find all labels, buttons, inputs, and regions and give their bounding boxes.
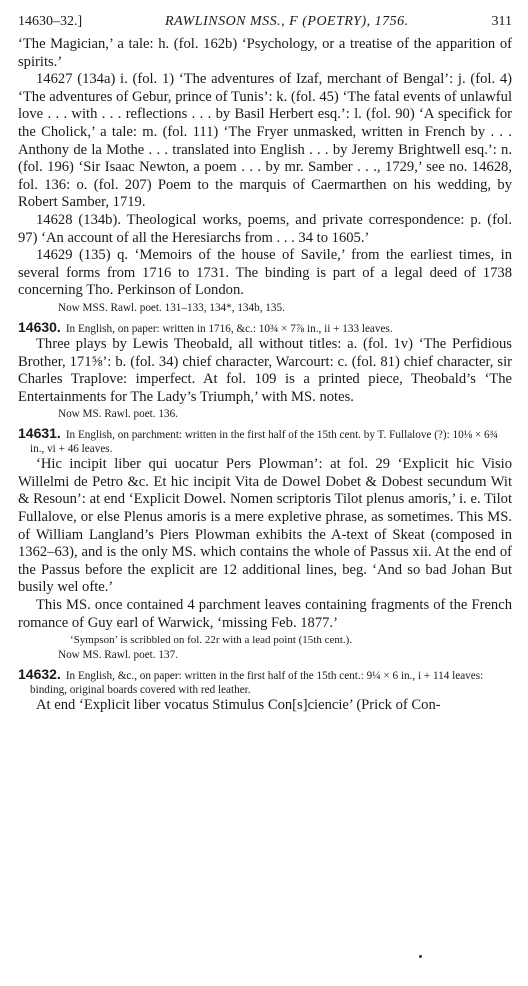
running-header (18, 14, 512, 30)
shelfmark-note: Now MSS. Rawl. poet. 131–133, 134*, 134b, 135. (58, 301, 285, 314)
paragraph-14629: 14629 (135) q. ‘Memoirs of the house of Savile,’ from the earliest times, in several forms from 1716 to 1731. The binding is part of a legal deed of 1738 concerning Tho. Perkinson of London. (18, 247, 512, 299)
entry-14632 (18, 667, 512, 715)
shelfmark-note: Now MS. Rawl. poet. 136. (58, 408, 178, 421)
shelfmark-note: Now MS. Rawl. poet. 137. (58, 649, 178, 662)
paragraph-14627: 14627 (134a) i. (fol. 1) ‘The adventures of Izaf, merchant of Bengal’: j. (fol. 4) ‘The adventures of Gebur, prince of Tunis’: k. (fol. 45) ‘The fatal events of unlawful love . . . with . . . reflections . . . by Basil Herbert esq.’: l. (fol. 90) ‘A specifick for the Cholick,’ a tale: m. (fol. 111) ‘The Fryer unmasked, written in French by . . . Anthony de la Mothe . . . translated into English . . . by Jeremy Brightwell esq.’: n. (fol. 196) ‘Sir Isaac Newton, a poem . . . by mr. Samber . . ., 1729,’ see no. 14628, fol. 136: o. (fol. 207) Poem to the marquis of Caermarthen on his wedding, by Robert Samber, 1719. (18, 71, 512, 211)
entry-description (18, 320, 512, 336)
entry-description (18, 667, 512, 697)
page-number: 311 (491, 14, 512, 29)
entry-body: At end ‘Explicit liber vocatus Stimulus Con[s]ciencie’ (Prick of Con- (36, 697, 441, 714)
entry-number: 14632. (18, 666, 61, 683)
running-title: RAWLINSON MSS., F (POETRY), 1756. (165, 14, 409, 29)
page-speck (419, 955, 422, 958)
description-text: In English, on paper: written in 1716, &c.: 10¾ × 7⅞ in., ii + 133 leaves. (65, 322, 393, 335)
entry-range: 14630–32.] (18, 14, 83, 29)
entry-14630 (18, 320, 512, 422)
description-text: In English, &c., on paper: written in the first half of the 15th cent.: 9¼ × 6 in., i + 114 leaves: binding, original boards covered with red leather. (30, 670, 484, 697)
entry-14631 (18, 426, 512, 663)
entry-body: Three plays by Lewis Theobald, all without titles: a. (fol. 1v) ‘The Perfidious Brother, 171⅝’: b. (fol. 34) chief character, Warcourt: c. (fol. 81) chief character, sir Charles Traplove: imperfect. At fol. 109 is a printed piece, Theobald’s ‘The Entertainments for The Lady’s Triumph,’ with MS. notes. (18, 335, 512, 405)
entry-body-continued: This MS. once contained 4 parchment leaves containing fragments of the French romance of Guy earl of Warwick, ‘missing Feb. 1877.’ (18, 597, 512, 631)
entry-number: 14631. (18, 425, 61, 442)
paragraph-14628: 14628 (134b). Theological works, poems, and private correspondence: p. (fol. 97) ‘An account of all the Heresiarchs from . . . 34 to 1605.’ (18, 211, 512, 246)
entry-number: 14630. (18, 318, 61, 335)
marginal-note: ‘Sympson’ is scribbled on fol. 22r with a lead point (15th cent.). (70, 634, 353, 647)
description-text: In English, on parchment: written in the first half of the 15th cent. by T. Fullalove (?): 10⅛ × 6¾ in., vi + 46 leaves. (30, 429, 498, 456)
paragraph-magician: ‘The Magician,’ a tale: h. (fol. 162b) ‘Psychology, or a treatise of the apparition of spirits.’ (18, 36, 512, 70)
entry-body: ‘Hic incipit liber qui uocatur Pers Plowman’: at fol. 29 ‘Explicit hic Visio Willelmi de Petro &c. Et hic incipit Vita de Dowel Dobet & Dobest secundum Wit & Resoun’: at end ‘Explicit Dowel. Nomen scriptoris Tilot plenus amoris,’ i. e. Tilot Fullalove, or else Plenus amoris is a mere expletive phrase, as sometimes. This MS. of William Langland’s Piers Plowman exhibits the A-text of Skeat (composed in 1362–63), and is the only MS. which contains the whole of Passus xii. At the end of the Passus before the explicit are 12 additional lines, beg. ‘And so bad Johan But busily wel ofte.’ (18, 456, 512, 596)
entry-description (18, 426, 512, 456)
document-page (18, 14, 512, 715)
